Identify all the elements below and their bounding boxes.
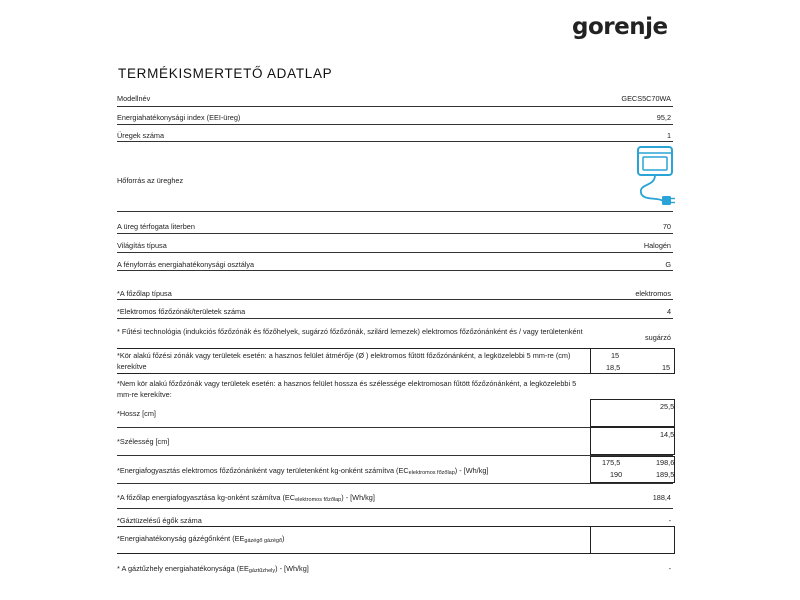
volume-value: 70 — [662, 222, 671, 231]
page-title: TERMÉKISMERTETŐ ADATLAP — [118, 66, 333, 81]
ee-gas-sub: gázégő gázégő — [244, 538, 283, 544]
ec-zone-value-3: 190 — [610, 470, 623, 479]
round-label: *Kör alakú főzési zónák vagy területek esetén: a hasznos felület átmérője (Ø ) elektromos fűtött főzőzónánként, a legközelebbi 5 mm-re (cm) kerekítve — [117, 351, 571, 371]
nonround-label: *Nem kör alakú főzőzónák vagy területek esetén: a hasznos felület hossza és szélessége elektromosan fűtött főzőzónánként, a legközelebbi 5 mm-re kerekítve: — [117, 379, 577, 399]
row-light-class — [117, 259, 673, 270]
divider — [117, 270, 673, 271]
eei-label: Energiahatékonysági index (EEI-üreg) — [117, 113, 241, 122]
heat-source-label: Hőforrás az üreghez — [117, 176, 184, 185]
ee-hob-value: - — [668, 564, 671, 573]
ec-hob-value: 188,4 — [652, 493, 671, 502]
ee-hob-sub: gáztűzhely — [248, 568, 276, 574]
divider — [117, 483, 673, 484]
hob-type-label: *A főzőlap típusa — [117, 289, 172, 298]
width-label: *Szélesség [cm] — [117, 437, 170, 446]
divider — [117, 211, 673, 212]
ee-hob-label-pre: * A gáztűzhely energiahatékonysága (EE — [117, 564, 249, 573]
row-tech — [117, 326, 673, 348]
row-nonround — [117, 378, 673, 400]
row-hob-type — [117, 288, 673, 299]
tech-value: sugárzó — [645, 333, 671, 342]
ec-zone-value-2: 198,6 — [656, 458, 675, 467]
row-eei — [117, 112, 673, 123]
ee-gas-inner — [590, 526, 675, 554]
row-lighting — [117, 240, 673, 251]
round-value-2: 18,5 — [606, 363, 621, 372]
length-value: 25,5 — [660, 402, 675, 411]
light-class-value: G — [665, 260, 671, 269]
ec-zone-sub: elektromos főzőlap — [408, 470, 455, 476]
cavities-label: Üregek száma — [117, 131, 165, 140]
ee-gas-label-post: ) — [282, 534, 285, 543]
lighting-label: Világítás típusa — [117, 241, 167, 250]
zones-value: 4 — [666, 307, 671, 316]
divider — [117, 141, 673, 142]
divider — [117, 233, 673, 234]
divider — [117, 124, 673, 125]
gorenje-logo: gorenje — [572, 14, 668, 40]
cavities-value: 1 — [666, 131, 671, 140]
divider — [117, 106, 673, 107]
lighting-value: Halogén — [643, 241, 671, 250]
tech-label: * Fűtési technológia (indukciós főzőzónák és főzőhelyek, sugárzó főzőzónák, szilárd lemezek) elektromos főzőzónánként és / vagy területenként — [117, 327, 583, 336]
ee-hob-label-post: ) - [Wh/kg] — [275, 564, 309, 573]
model-value: GECS5C70WA — [621, 94, 671, 103]
ee-hob-label — [117, 563, 309, 577]
ee-gas-label-pre: *Energiahatékonyság gázégőnként (EE — [117, 534, 245, 543]
zones-label: *Elektromos főzőzónák/területek száma — [117, 307, 246, 316]
ec-hob-label-post: ) - [Wh/kg] — [341, 493, 375, 502]
ec-zone-label-post: ) - [Wh/kg] — [454, 466, 489, 475]
light-class-label: A fényforrás energiahatékonysági osztálya — [117, 260, 255, 269]
hob-type-value: elektromos — [635, 289, 671, 298]
row-heat-source — [117, 175, 673, 186]
divider — [117, 318, 673, 319]
ec-hob-label-pre: *A főzőlap energiafogyasztása kg-onként számítva (EC — [117, 493, 296, 502]
ec-hob-sub: elektromos főzőlap — [295, 497, 342, 503]
row-volume — [117, 221, 673, 232]
ec-zone-label-pre: *Energiafogyasztás elektromos főzőzónánként vagy területenként kg-onként számítva (EC — [117, 466, 409, 475]
ec-zone-label — [117, 465, 488, 479]
row-ec-hob — [117, 492, 673, 503]
ec-zone-value-4: 189,5 — [656, 470, 675, 479]
gas-burners-value: - — [668, 516, 671, 525]
round-value-3: 15 — [662, 363, 671, 372]
electric-oven-plug-icon — [633, 143, 677, 209]
row-cavities — [117, 130, 673, 141]
ec-zone-value-1: 175,5 — [602, 458, 621, 467]
divider — [117, 508, 673, 509]
width-value: 14,5 — [660, 430, 675, 439]
gas-burners-label: *Gáztüzelésű égők száma — [117, 516, 202, 525]
length-label: *Hossz [cm] — [117, 409, 156, 418]
row-gas-burners — [117, 515, 673, 526]
divider — [117, 299, 673, 300]
row-ee-hob — [117, 563, 673, 574]
ec-hob-label — [117, 492, 375, 506]
model-label: Modellnév — [117, 94, 151, 103]
row-zones — [117, 306, 673, 317]
round-value-1: 15 — [611, 351, 620, 360]
divider — [117, 252, 673, 253]
volume-label: A üreg térfogata literben — [117, 222, 195, 231]
row-model — [117, 93, 673, 104]
eei-value: 95,2 — [656, 113, 671, 122]
